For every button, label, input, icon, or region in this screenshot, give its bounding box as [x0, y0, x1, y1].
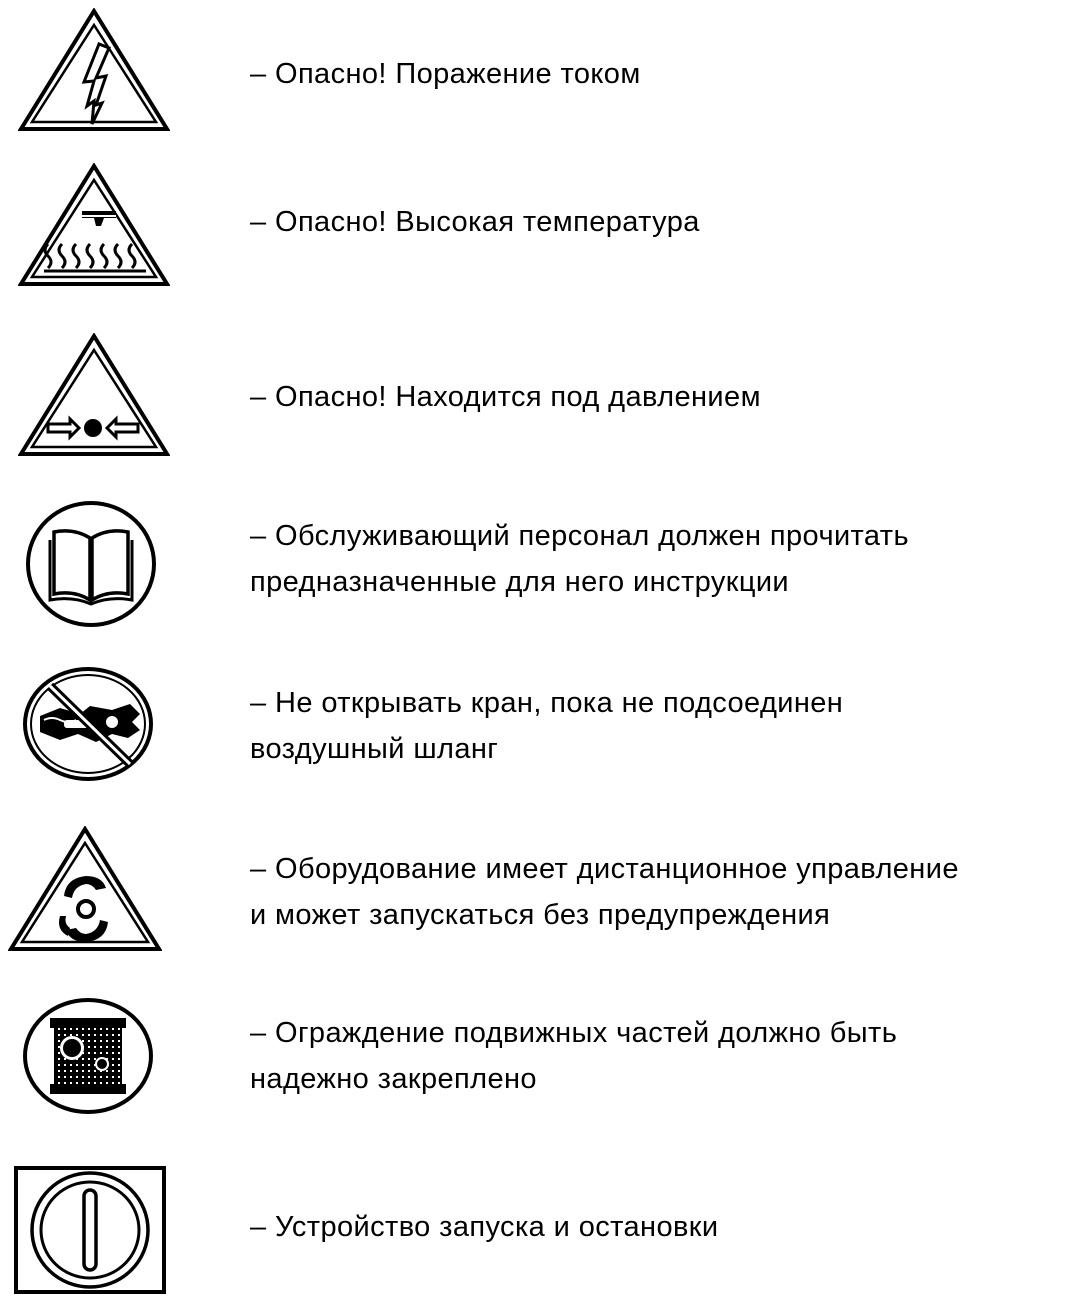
symbol-description: – Опасно! Находится под давлением	[250, 381, 761, 413]
guard-secured-icon	[20, 996, 156, 1116]
symbol-description: – Оборудование имеет дистанционное управление и может запускаться без предупреждения	[250, 853, 959, 931]
remote-start-warning-icon	[8, 826, 162, 952]
symbol-description: – Обслуживающий персонал должен прочитать предназначенные для него инструкции	[250, 520, 909, 598]
hot-surface-warning-icon	[18, 163, 170, 287]
symbol-description: – Опасно! Высокая температура	[250, 206, 700, 238]
symbol-description: – Не открывать кран, пока не подсоединен воздушный шланг	[250, 687, 844, 765]
start-stop-device-icon	[14, 1166, 166, 1294]
symbol-description: – Опасно! Поражение током	[250, 58, 641, 90]
symbol-description: – Устройство запуска и остановки	[250, 1211, 719, 1243]
do-not-open-valve-icon	[20, 664, 156, 784]
pressure-warning-icon	[18, 333, 170, 457]
electric-shock-warning-icon	[18, 8, 170, 132]
read-manual-icon	[24, 498, 160, 630]
symbol-description: – Ограждение подвижных частей должно быть надежно закреплено	[250, 1017, 898, 1095]
